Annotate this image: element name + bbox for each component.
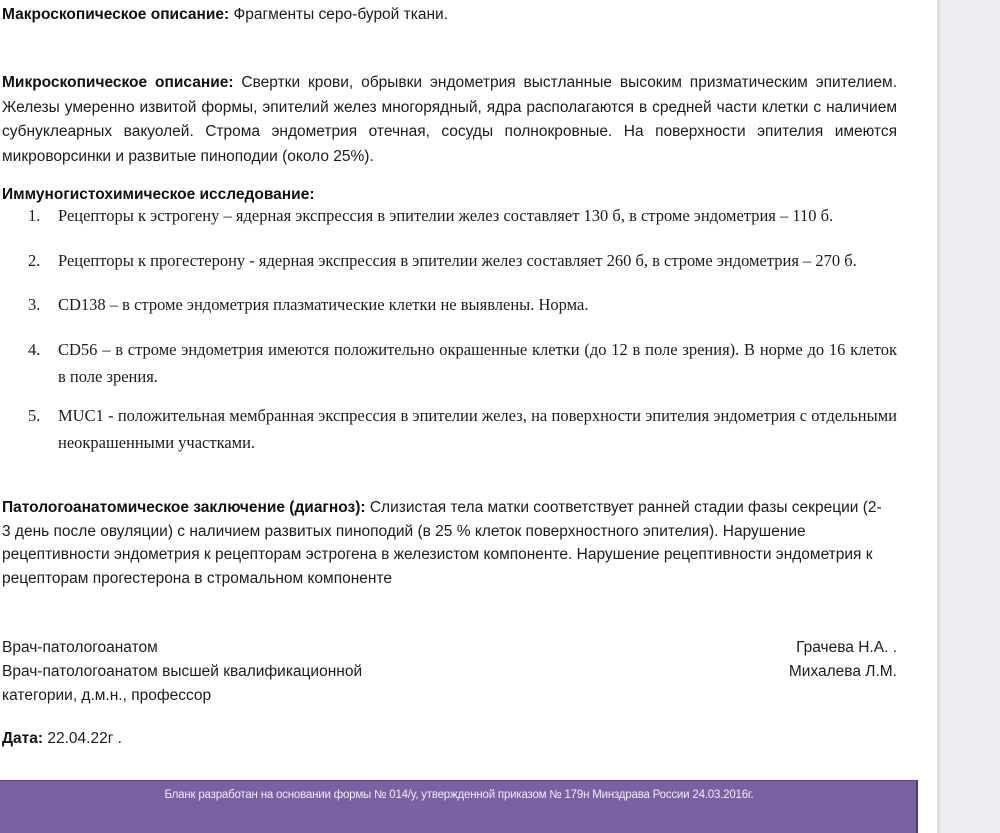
microscopic-description	[2, 71, 897, 169]
page-edge-shadow	[937, 0, 941, 833]
diagnosis-conclusion	[2, 496, 882, 590]
list-number: 5.	[28, 406, 41, 425]
signature-role-continuation	[2, 684, 897, 708]
signature-role: Врач-патологоанатом высшей квалификационной	[2, 663, 363, 680]
ihc-list-item	[28, 402, 897, 456]
ihc-list-item	[28, 294, 897, 315]
ihc-list-item	[28, 205, 897, 226]
macroscopic-description	[2, 4, 897, 26]
signature-name: Михалева Л.М.	[788, 663, 897, 680]
ihc-list-item	[28, 250, 897, 271]
ihc-title-text: Иммуногистохимическое исследование:	[2, 186, 315, 203]
signature-name: Грачева Н.А. .	[796, 639, 897, 656]
diagnosis-text: Слизистая тела матки соответствует ранней стадии фазы секреции (2-3 день после овуляции) с наличием развитых пиноподий (в 25 % клеток поверхностного эпителия). Нарушение рецептивности эндометрия к рецепторам эстрогена в железистом компоненте. Нарушение рецептивности эндометрия к рецепторам прогестерона в стромальном компоненте	[2, 499, 882, 587]
signature-row	[2, 636, 897, 660]
form-footer-banner	[0, 780, 918, 833]
report-date	[2, 727, 897, 751]
ihc-section-title	[2, 184, 897, 206]
ihc-list-item	[28, 336, 897, 390]
list-number: 2.	[28, 251, 41, 270]
macroscopic-text: Фрагменты серо-бурой ткани.	[229, 6, 449, 23]
list-item-text: MUC1 - положительная мембранная экспрессия в эпителии желез, на поверхности эпителия эндометрия с отдельными неокрашенными участками.	[58, 406, 897, 452]
list-number: 3.	[28, 295, 41, 314]
date-value: 22.04.22г .	[43, 730, 122, 747]
diagnosis-label: Патологоанатомическое заключение (диагноз):	[2, 499, 366, 516]
microscopic-label: Микроскопическое описание:	[2, 74, 234, 91]
list-item-text: Рецепторы к эстрогену – ядерная экспрессия в эпителии желез составляет 130 б, в строме эндометрия – 110 б.	[58, 206, 834, 225]
signature-role-cont-text: категории, д.м.н., профессор	[2, 687, 212, 704]
list-number: 1.	[28, 206, 41, 225]
macroscopic-label: Макроскопическое описание:	[2, 6, 230, 23]
list-item-text: Рецепторы к прогестерону - ядерная экспрессия в эпителии желез составляет 260 б, в строме эндометрия – 270 б.	[58, 251, 857, 270]
signature-role: Врач-патологоанатом	[2, 639, 158, 656]
footer-text: Бланк разработан на основании формы № 014/у, утвержденной приказом № 179н Минздрава России 24.03.2016г.	[164, 789, 754, 801]
signature-row	[2, 660, 897, 684]
list-item-text: CD138 – в строме эндометрия плазматические клетки не выявлены. Норма.	[58, 295, 589, 314]
list-item-text: CD56 – в строме эндометрия имеются положительно окрашенные клетки (до 12 в поле зрения). В норме до 16 клеток в поле зрения.	[58, 340, 897, 386]
date-label: Дата:	[2, 730, 44, 747]
list-number: 4.	[28, 340, 41, 359]
microscopic-text: Свертки крови, обрывки эндометрия выстланные высоким призматическим эпителием. Железы умеренно извитой формы, эпителий желез многорядный, ядра располагаются в средней части клетки с наличием субнуклеарных вакуолей. Строма эндометрия отечная, сосуды полнокровные. На поверхности эпителия имеются микроворсинки и развитые пиноподии (около 25%).	[2, 74, 898, 165]
